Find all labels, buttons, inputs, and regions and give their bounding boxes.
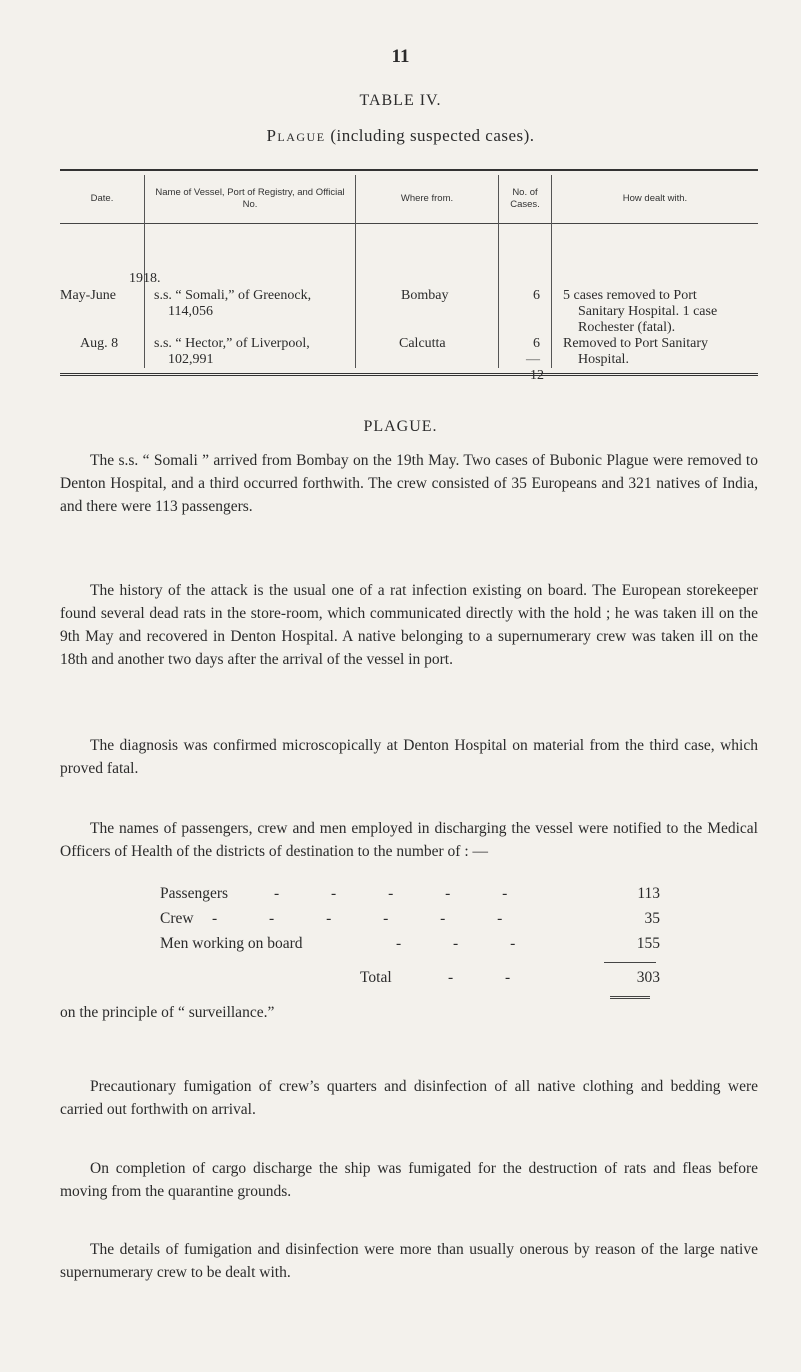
header-where-from: Where from. (400, 193, 454, 204)
paragraph-history-text: The history of the attack is the usual one of a rat infection existing on board. The European storekeeper found several dead rats in the store-room, which communicated directly with the hold ; he was taken ill on the 9th May and recovered in Denton Hospital. A native belonging to a supernumerary crew was taken ill on the 18th and another two days after the arrival of the vessel in port. (60, 582, 758, 668)
total-value: 303 (636, 969, 660, 986)
section-title: PLAGUE. (363, 418, 438, 435)
row-1-where-from: Bombay (401, 288, 449, 303)
total-label: Total (360, 969, 392, 986)
table-top-rule (60, 169, 758, 171)
total-dots: - - (448, 969, 535, 986)
header-date: Date. (90, 193, 114, 204)
passengers-label: Passengers (160, 885, 229, 902)
passengers-dots: - - - - - (274, 885, 532, 902)
table-bottom-rule (60, 373, 758, 376)
row-2-dealt-line-1: Removed to Port Sanitary (563, 336, 709, 351)
cases-total: 12 (530, 368, 544, 383)
row-1-vessel: s.s. “ Somali,” of Greenock, (154, 288, 312, 303)
subtitle-plague: Plague (266, 126, 326, 145)
table-year: 1918. (129, 271, 161, 286)
row-1-official-no: 114,056 (168, 304, 213, 319)
list-row-men (160, 935, 660, 957)
paragraph-notified (60, 817, 758, 863)
table-header-rule (60, 223, 758, 224)
row-1-dealt-line-1: 5 cases removed to Port (563, 288, 697, 303)
paragraph-details (60, 1238, 758, 1284)
table-subtitle (0, 126, 801, 146)
row-1-dealt-line-3: Rochester (fatal). (578, 320, 676, 335)
crew-dots: - - - - - - (212, 910, 527, 927)
page-number: 11 (391, 46, 410, 67)
passengers-value: 113 (637, 885, 660, 902)
paragraph-notified-text: The names of passengers, crew and men employed in discharging the vessel were notified to the Medical Officers of Health of the districts of destination to the number of : — (60, 820, 758, 860)
row-1-date: May-June (60, 288, 116, 303)
men-dots: - - - (396, 935, 540, 952)
paragraph-fumigation (60, 1075, 758, 1121)
list-row-crew (160, 910, 660, 932)
paragraph-fumigation-text: Precautionary fumigation of crew’s quarters and disinfection of all native clothing and bedding were carried out forthwith on arrival. (60, 1078, 758, 1118)
plague-table (60, 169, 758, 383)
paragraph-completion-text: On completion of cargo discharge the ship was fumigated for the destruction of rats and fleas before moving from the quarantine grounds. (60, 1160, 758, 1200)
row-1-cases: 6 (533, 288, 540, 303)
paragraph-arrival (60, 449, 758, 518)
paragraph-diagnosis (60, 734, 758, 780)
list-row-total (160, 969, 660, 991)
header-how-dealt: How dealt with. (622, 193, 688, 204)
table-title: TABLE IV. (359, 92, 442, 109)
crew-value: 35 (644, 910, 660, 927)
total-double-rule (610, 996, 650, 999)
column-divider (498, 175, 499, 368)
list-row-passengers (160, 885, 660, 907)
paragraph-diagnosis-text: The diagnosis was confirmed microscopically at Denton Hospital on material from the third case, which proved fatal. (60, 737, 758, 777)
header-cases: No. of Cases. (510, 187, 540, 210)
cases-sum-rule: — (526, 352, 540, 367)
subtitle-rest: (including suspected cases). (325, 126, 535, 145)
crew-label: Crew (160, 910, 194, 927)
total-rule (604, 962, 656, 963)
row-1-dealt-line-2: Sanitary Hospital. 1 case (578, 304, 718, 319)
row-2-cases: 6 (533, 336, 540, 351)
paragraph-details-text: The details of fumigation and disinfection were more than usually onerous by reason of the large native supernumerary crew to be dealt with. (60, 1241, 758, 1281)
men-value: 155 (636, 935, 660, 952)
header-vessel: Name of Vessel, Port of Registry, and Official No. (155, 187, 345, 210)
men-label: Men working on board (160, 935, 303, 952)
paragraph-completion (60, 1157, 758, 1203)
row-2-vessel: s.s. “ Hector,” of Liverpool, (154, 336, 310, 351)
row-2-where-from: Calcutta (399, 336, 446, 351)
paragraph-history (60, 579, 758, 671)
row-2-dealt-line-2: Hospital. (578, 352, 629, 367)
row-2-date: Aug. 8 (80, 336, 119, 351)
paragraph-arrival-text: The s.s. “ Somali ” arrived from Bombay on the 19th May. Two cases of Bubonic Plague were removed to Denton Hospital, and a third occurred forthwith. The crew consisted of 35 Europeans and 321 natives of India, and there were 113 passengers. (60, 452, 758, 515)
row-2-official-no: 102,991 (168, 352, 214, 367)
paragraph-surveillance: on the principle of “ surveillance.” (60, 1004, 275, 1021)
